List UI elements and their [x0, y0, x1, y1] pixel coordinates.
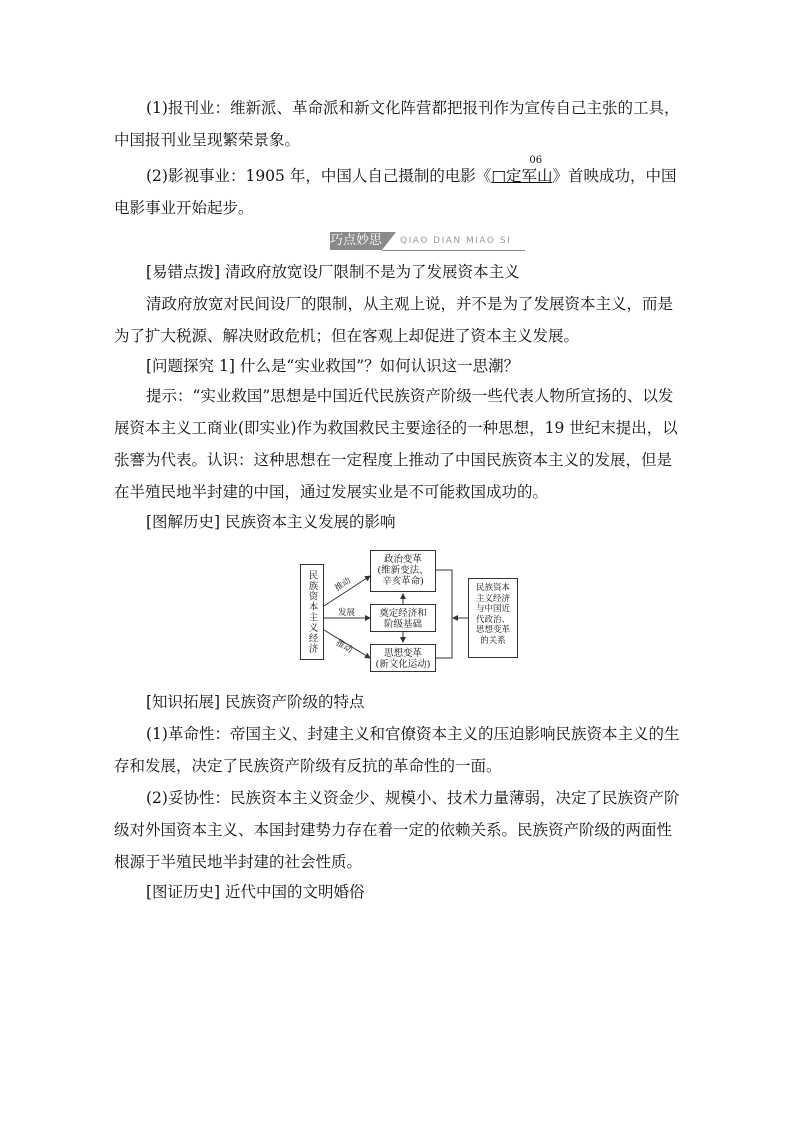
diagram-left-box: 民族资本主义经济	[300, 564, 324, 660]
banner-label: 巧点妙思	[330, 233, 383, 248]
question-label: [问题探究 1]	[146, 357, 235, 375]
tip-label: [易错点拨]	[146, 263, 221, 281]
question-heading	[114, 350, 680, 382]
expand-point-1	[114, 718, 680, 782]
arrow-label-top: 推动	[333, 576, 353, 594]
diagram-title: 民族资本主义发展的影响	[225, 513, 396, 531]
banner-english: QIAO DIAN MIAO SI	[400, 236, 512, 246]
diagram-top-box: 政治变革 (维新变法、 辛亥革命)	[370, 550, 436, 592]
film-title	[491, 155, 553, 185]
diagram-right-box: 民族资本主义经济与中国近代政治、思想变革的关系	[468, 578, 518, 658]
tip-body-text: 清政府放宽对民间设厂的限制，从主观上说，并不是为了发展资本主义，而是为了扩大税源、解决财政危机；但在客观上却促进了资本主义发展。	[114, 295, 674, 345]
evidence-heading	[114, 876, 680, 908]
expand-heading	[114, 686, 680, 718]
film-text-after: 》首映成功，中国电影事业开始起步。	[114, 167, 677, 217]
expand-label: [知识拓展]	[146, 693, 221, 711]
diagram-mid-box: 奠定经济和 阶级基础	[370, 604, 436, 632]
diagram-arrows	[300, 548, 520, 676]
diagram-bottom-box: 思想变革 (新文化运动)	[370, 644, 436, 672]
arrow-label-mid: 发展	[338, 608, 356, 618]
expand-point-2	[114, 782, 680, 878]
diagram-label: [图解历史]	[146, 513, 221, 531]
question-answer-text: 提示：“实业救国”思想是中国近代民族资产阶级一些代表人物所宣扬的、以发展资本主义工商业(即实业)作为救国救民主要途径的一种思想，19 世纪末提出，以张謇为代表。认识：这种思想在一定程度上推动了中国民族资本主义的发展，但是在半殖民地半封建的中国，通过发展实业是不可能救国成功的。	[114, 387, 678, 501]
banner-underline	[382, 250, 525, 251]
tip-heading	[114, 256, 680, 288]
arrow-label-bottom: 推动	[334, 638, 354, 656]
question-title: 什么是“实业救国”？如何认识这一思潮？	[239, 357, 520, 375]
tip-body	[114, 288, 680, 352]
expand-point-1-text: (1)革命性：帝国主义、封建主义和官僚资本主义的压迫影响民族资本主义的生存和发展，决定了民族资产阶级有反抗的革命性的一面。	[114, 725, 680, 775]
evidence-title: 近代中国的文明婚俗	[225, 883, 365, 901]
film-superscript: 06	[529, 155, 543, 166]
question-answer	[114, 380, 680, 508]
expand-point-2-text: (2)妥协性：民族资本主义资金少、规模小、技术力量薄弱，决定了民族资产阶级对外国资本主义、本国封建势力存在着一定的依赖关系。民族资产阶级的两面性根源于半殖民地半封建的社会性质。	[114, 789, 680, 871]
film-name: 定军山	[506, 167, 553, 185]
influence-diagram	[300, 548, 510, 676]
paragraph-film	[114, 155, 680, 224]
section-banner	[330, 232, 525, 252]
banner-triangle	[382, 232, 396, 250]
film-text-before: (2)影视事业：1905 年，中国人自己摄制的电影《	[146, 167, 492, 185]
tip-title: 清政府放宽设厂限制不是为了发展资本主义	[225, 263, 520, 281]
expand-title: 民族资产阶级的特点	[225, 693, 365, 711]
paragraph-newspaper	[114, 92, 680, 156]
diagram-heading	[114, 506, 680, 538]
evidence-label: [图证历史]	[146, 883, 221, 901]
film-box-glyph: □	[491, 167, 506, 185]
newspaper-text: (1)报刊业：维新派、革命派和新文化阵营都把报刊作为宣传自己主张的工具，中国报刊业呈现繁荣景象。	[114, 99, 680, 149]
